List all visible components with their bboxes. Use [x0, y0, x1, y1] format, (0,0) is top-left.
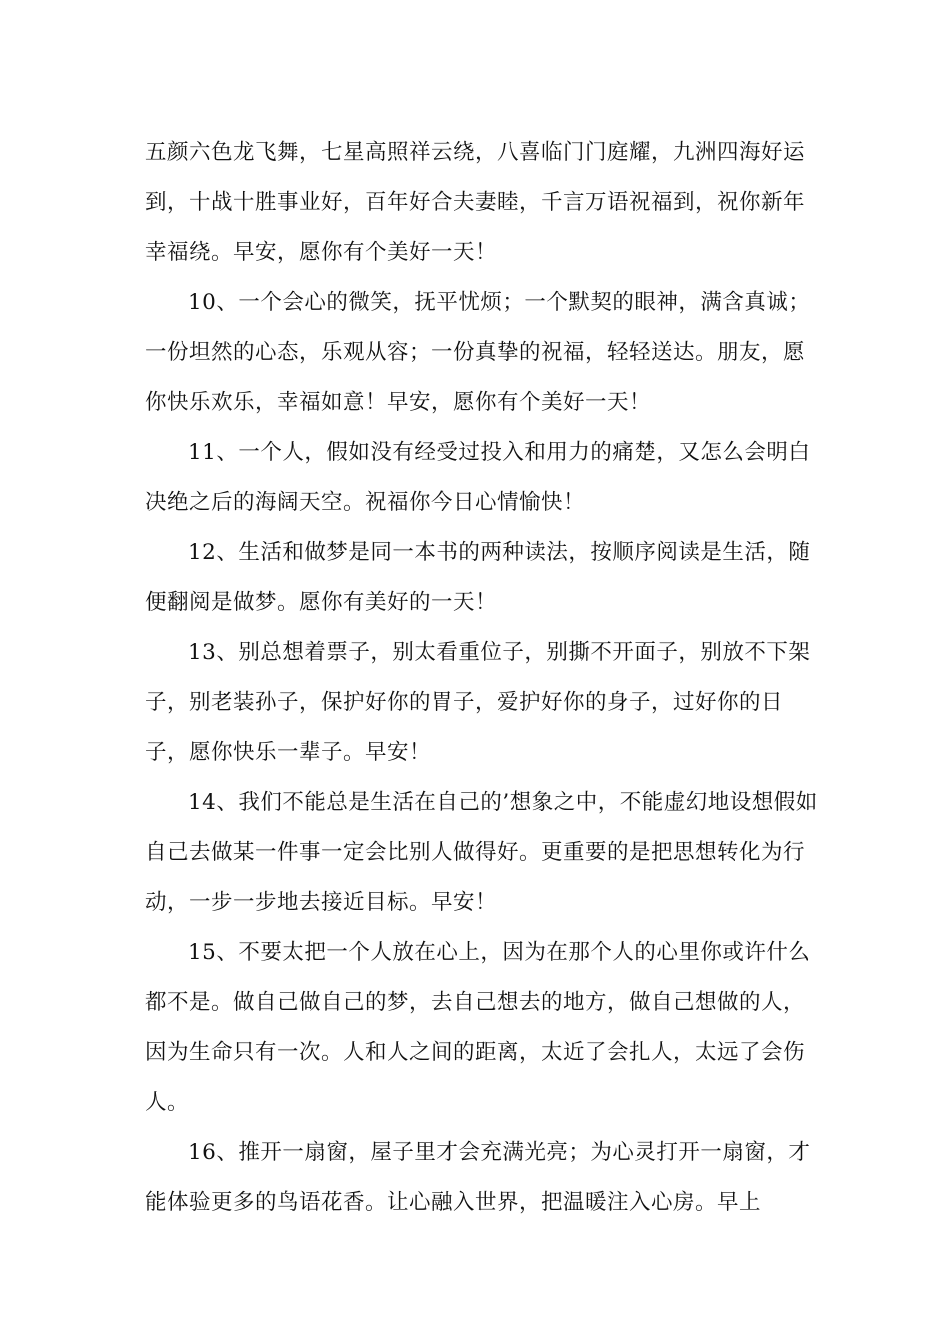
paragraph-continued: 五颜六色龙飞舞，七星高照祥云绕，八喜临门门庭耀，九洲四海好运到，十战十胜事业好，百年好合夫妻睦，千言万语祝福到，祝你新年幸福绕。早安，愿你有个美好一天！ — [145, 140, 806, 265]
paragraph-16: 16、推开一扇窗，屋子里才会充满光亮；为心灵打开一扇窗，才能体验更多的鸟语花香。让心融入世界，把温暖注入心房。早上 — [145, 1140, 811, 1215]
paragraph-11: 11、一个人，假如没有经受过投入和用力的痛楚，又怎么会明白决绝之后的海阔天空。祝福你今日心情愉快！ — [145, 440, 811, 515]
paragraph-13: 13、别总想着票子，别太看重位子，别撕不开面子，别放不下架子，别老装孙子，保护好你的胃子，爱护好你的身子，过好你的日子，愿你快乐一辈子。早安！ — [145, 640, 811, 765]
paragraph-14: 14、我们不能总是生活在自己的’想象之中，不能虚幻地设想假如自己去做某一件事一定会比别人做得好。更重要的是把思想转化为行动，一步一步地去接近目标。早安！ — [145, 790, 818, 915]
paragraph-12: 12、生活和做梦是同一本书的两种读法，按顺序阅读是生活，随便翻阅是做梦。愿你有美好的一天！ — [145, 540, 811, 615]
paragraph-15: 15、不要太把一个人放在心上，因为在那个人的心里你或许什么都不是。做自己做自己的梦，去自己想去的地方，做自己想做的人，因为生命只有一次。人和人之间的距离，太近了会扎人，太远了会伤人。 — [145, 940, 811, 1115]
paragraph-10: 10、一个会心的微笑，抚平忧烦；一个默契的眼神，满含真诚；一份坦然的心态，乐观从容；一份真挚的祝福，轻轻送达。朋友，愿你快乐欢乐，幸福如意！早安，愿你有个美好一天！ — [145, 290, 811, 415]
document-body — [145, 128, 820, 1228]
